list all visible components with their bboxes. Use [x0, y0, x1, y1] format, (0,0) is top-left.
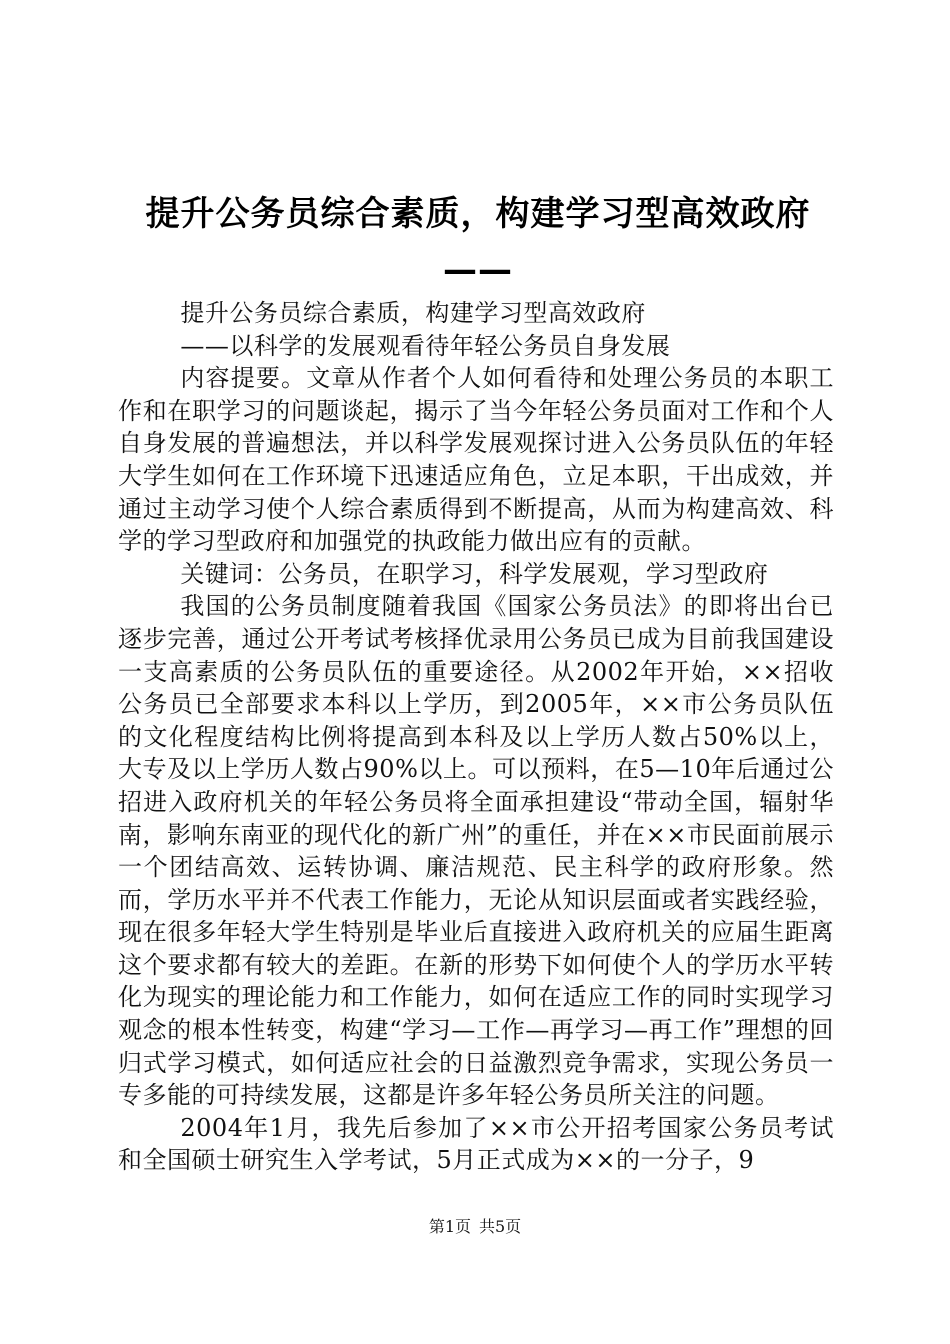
- document-title: 提升公务员综合素质，构建学习型高效政府——: [145, 194, 811, 290]
- page-number: 第1页: [428, 1217, 471, 1236]
- subtitle-subline: ——以科学的发展观看待年轻公务员自身发展: [180, 331, 671, 360]
- body-paragraph: 2004年1月，我先后参加了××市公开招考国家公务员考试和全国硕士研究生入学考试，5月正式成为××的一分子，9: [118, 1113, 834, 1175]
- body-paragraph: 我国的公务员制度随着我国《国家公务员法》的即将出台已逐步完善，通过公开考试考核择优录用公务员已成为目前我国建设一支高素质的公务员队伍的重要途径。从2002年开始，××招收公务员已全部要求本科以上学历，到2005年，××市公务员队伍的文化程度结构比例将提高到本科及以上学历人数占50%以上，大专及以上学历人数占90%以上。可以预料，在5—10年后通过公招进入政府机关的年轻公务员将全面承担建设“带动全国，辐射华南，影响东南亚的现代化的新广州”的重任，并在××市民面前展示一个团结高效、运转协调、廉洁规范、民主科学的政府形象。然而，学历水平并不代表工作能力，无论从知识层面或者实践经验，现在很多年轻大学生特别是毕业后直接进入政府机关的应届生距离这个要求都有较大的差距。在新的形势下如何使个人的学历水平转化为现实的理论能力和工作能力，如何在适应工作的同时实现学习观念的根本性转变，构建“学习—工作—再学习—再工作”理想的回归式学习模式，如何适应社会的日益激烈竞争需求，实现公务员一专多能的可持续发展，这都是许多年轻公务员所关注的问题。: [118, 592, 834, 1110]
- page-total: 共5页: [479, 1217, 522, 1236]
- page-footer: [0, 1216, 950, 1238]
- keywords-paragraph: 关键词：公务员，在职学习，科学发展观，学习型政府: [180, 559, 769, 588]
- subtitle-line: 提升公务员综合素质，构建学习型高效政府: [180, 299, 646, 327]
- abstract-paragraph: 内容提要。文章从作者个人如何看待和处理公务员的本职工作和在职学习的问题谈起，揭示了当今年轻公务员面对工作和个人自身发展的普遍想法，并以科学发展观探讨进入公务员队伍的年轻大学生如何在工作环境下迅速适应角色，立足本职，干出成效，并通过主动学习使个人综合素质得到不断提高，从而为构建高效、科学的学习型政府和加强党的执政能力做出应有的贡献。: [118, 364, 834, 556]
- document-body: [118, 297, 834, 1177]
